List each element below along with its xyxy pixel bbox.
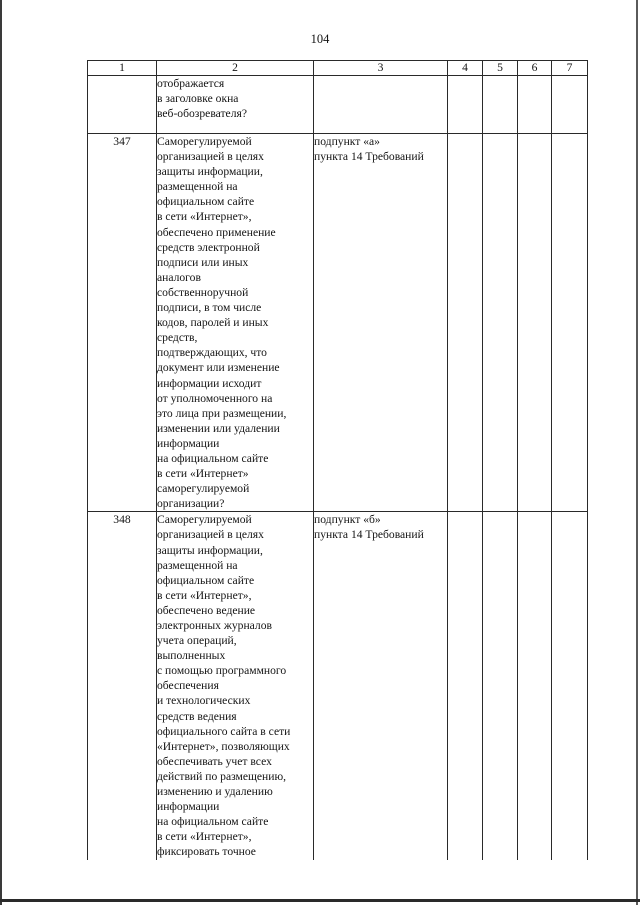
question-line: официального сайта в сети bbox=[157, 724, 291, 738]
question-line: информации bbox=[157, 436, 220, 450]
question-line: в сети «Интернет», bbox=[157, 210, 252, 224]
question-line: официальном сайте bbox=[157, 573, 255, 587]
answer-cell-5 bbox=[483, 512, 518, 860]
row-number-cell: 347 bbox=[88, 134, 157, 512]
question-line: собственноручной bbox=[157, 285, 249, 299]
basis-line: пункта 14 Требований bbox=[314, 528, 424, 542]
question-line: средств, bbox=[157, 331, 198, 345]
question-line: на официальном сайте bbox=[157, 815, 269, 829]
basis-cell bbox=[314, 512, 448, 860]
row-number-cell bbox=[88, 76, 157, 134]
question-line: «Интернет», позволяющих bbox=[157, 739, 290, 753]
question-line: документ или изменение bbox=[157, 361, 280, 375]
question-line: это лица при размещении, bbox=[157, 406, 287, 420]
answer-cell-6 bbox=[518, 512, 552, 860]
answer-cell-4 bbox=[448, 134, 483, 512]
question-line: в сети «Интернет», bbox=[157, 588, 252, 602]
header-col-6: 6 bbox=[518, 61, 552, 76]
table-row-348 bbox=[88, 512, 588, 860]
question-line: защиты информации, bbox=[157, 165, 263, 179]
question-line: обеспечивать учет всех bbox=[157, 754, 272, 768]
answer-cell-5 bbox=[483, 134, 518, 512]
question-line: информации bbox=[157, 800, 220, 814]
basis-cell bbox=[314, 134, 448, 512]
question-line: подтверждающих, что bbox=[157, 346, 267, 360]
table-row-continued bbox=[88, 76, 588, 134]
basis-line: подпункт «а» bbox=[314, 135, 380, 148]
answer-cell-7 bbox=[552, 512, 588, 860]
question-line: в заголовке окна bbox=[157, 92, 239, 106]
row-number-cell: 348 bbox=[88, 512, 157, 860]
question-line: размещенной на bbox=[157, 558, 238, 572]
question-line: изменении или удалении bbox=[157, 421, 280, 435]
question-line: учета операций, bbox=[157, 634, 237, 648]
header-col-5: 5 bbox=[483, 61, 518, 76]
header-col-2: 2 bbox=[157, 61, 314, 76]
question-line: в сети «Интернет» bbox=[157, 467, 249, 481]
question-line: организацией в целях bbox=[157, 150, 264, 164]
answer-cell-4 bbox=[448, 512, 483, 860]
question-line: саморегулируемой bbox=[157, 482, 250, 496]
question-line: защиты информации, bbox=[157, 543, 263, 557]
basis-line: пункта 14 Требований bbox=[314, 150, 424, 164]
page-number: 104 bbox=[310, 32, 330, 46]
question-line: размещенной на bbox=[157, 180, 238, 194]
scan-edge-left bbox=[0, 0, 2, 905]
question-line: отображается bbox=[157, 77, 225, 90]
header-col-4: 4 bbox=[448, 61, 483, 76]
question-line: Саморегулируемой bbox=[157, 135, 252, 148]
question-line: официальном сайте bbox=[157, 195, 255, 209]
table-row-347 bbox=[88, 134, 588, 512]
answer-cell-7 bbox=[552, 134, 588, 512]
question-line: изменению и удалению bbox=[157, 785, 273, 799]
answer-cell-4 bbox=[448, 76, 483, 134]
checklist-table bbox=[87, 60, 588, 860]
question-line: подписи или иных bbox=[157, 255, 249, 269]
question-line: в сети «Интернет», bbox=[157, 830, 252, 844]
question-line: средств ведения bbox=[157, 709, 237, 723]
question-line: выполненных bbox=[157, 649, 226, 663]
question-line: и технологических bbox=[157, 694, 251, 708]
question-line: обеспечено ведение bbox=[157, 603, 256, 617]
question-line: информации исходит bbox=[157, 376, 262, 390]
question-line: подписи, в том числе bbox=[157, 301, 262, 315]
header-col-3: 3 bbox=[314, 61, 448, 76]
question-line: с помощью программного bbox=[157, 664, 287, 678]
question-line: обеспечения bbox=[157, 679, 219, 693]
answer-cell-7 bbox=[552, 76, 588, 134]
answer-cell-5 bbox=[483, 76, 518, 134]
question-line: действий по размещению, bbox=[157, 769, 287, 783]
question-line: средств электронной bbox=[157, 240, 260, 254]
scan-edge-bottom bbox=[0, 899, 640, 902]
header-col-1: 1 bbox=[88, 61, 157, 76]
question-cell bbox=[157, 76, 314, 134]
question-line: Саморегулируемой bbox=[157, 513, 252, 527]
question-line: организацией в целях bbox=[157, 528, 264, 542]
scan-edge-right bbox=[636, 0, 638, 905]
basis-line: подпункт «б» bbox=[314, 513, 381, 527]
header-row bbox=[88, 61, 588, 76]
question-line: обеспечено применение bbox=[157, 225, 276, 239]
question-cell bbox=[157, 512, 314, 860]
question-line: кодов, паролей и иных bbox=[157, 316, 269, 330]
question-line: организации? bbox=[157, 497, 225, 511]
basis-cell bbox=[314, 76, 448, 134]
answer-cell-6 bbox=[518, 76, 552, 134]
header-col-7: 7 bbox=[552, 61, 588, 76]
question-line: веб-обозревателя? bbox=[157, 107, 247, 121]
question-line: аналогов bbox=[157, 270, 201, 284]
question-line: фиксировать точное bbox=[157, 845, 256, 859]
answer-cell-6 bbox=[518, 134, 552, 512]
question-cell bbox=[157, 134, 314, 512]
question-line: электронных журналов bbox=[157, 619, 272, 632]
question-line: на официальном сайте bbox=[157, 451, 269, 465]
question-line: от уполномоченного на bbox=[157, 391, 273, 405]
